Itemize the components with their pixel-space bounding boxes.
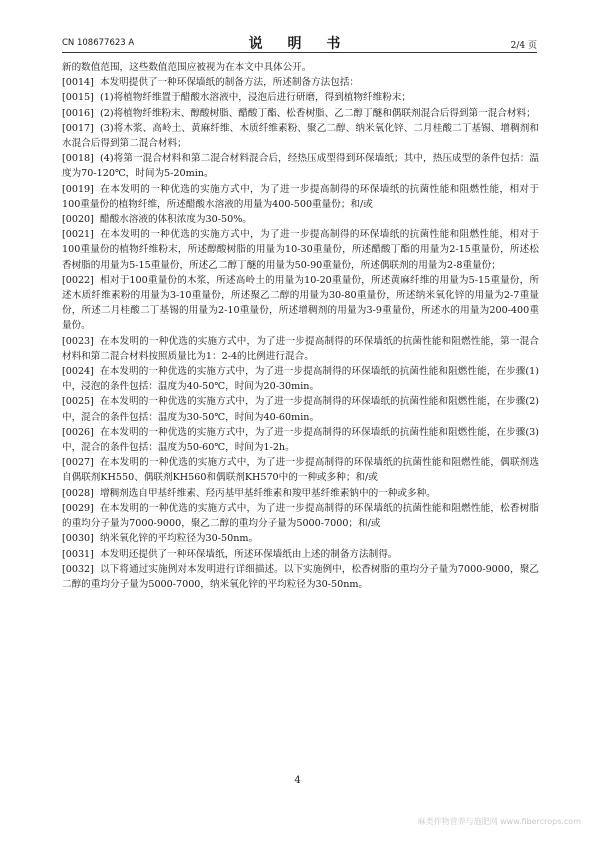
paragraph-text: 在本发明的一种优选的实施方式中，为了进一步提高制得的环保墙纸的抗菌性能和阻燃性能，相对于100重量份的植物纤维，所述醋酸水溶液的用量为400-500重量份；和/或 bbox=[62, 183, 539, 210]
paragraph bbox=[62, 425, 539, 455]
paragraph bbox=[62, 501, 539, 531]
paragraph bbox=[62, 151, 539, 181]
paragraph-number: [0027] bbox=[62, 457, 94, 469]
paragraph-number: [0024] bbox=[62, 366, 94, 378]
paragraph bbox=[62, 273, 539, 334]
paragraph-number: [0020] bbox=[62, 214, 94, 226]
paragraph-number: [0031] bbox=[62, 548, 94, 560]
paragraph-text: 增稠剂选自甲基纤维素、羟丙基甲基纤维素和羧甲基纤维素钠中的一种或多种。 bbox=[100, 487, 436, 499]
paragraph-number: [0021] bbox=[62, 229, 94, 241]
paragraph-number: [0018] bbox=[62, 153, 94, 165]
paragraph bbox=[62, 394, 539, 424]
paragraph bbox=[62, 364, 539, 394]
paragraph-number: [0025] bbox=[62, 396, 94, 408]
paragraph-text: 醋酸水溶液的体积浓度为30-50%。 bbox=[100, 214, 252, 226]
paragraph bbox=[62, 75, 539, 90]
publication-number: CN 108677623 A bbox=[62, 38, 135, 48]
paragraph-number: [0022] bbox=[62, 274, 94, 286]
paragraph-text: 本发明提供了一种环保墙纸的制备方法，所述制备方法包括： bbox=[100, 77, 360, 89]
paragraph-text: (4)将第一混合材料和第二混合材料混合后，经热压成型得到环保墙纸；其中，热压成型的条件包括：温度为70-120℃，时间为5-20min。 bbox=[62, 153, 539, 180]
paragraph bbox=[62, 182, 539, 212]
paragraph-number: [0032] bbox=[62, 563, 94, 575]
paragraph-number: [0015] bbox=[62, 92, 94, 104]
paragraph-text: (1)将植物纤维置于醋酸水溶液中，浸泡后进行研磨，得到植物纤维粉末； bbox=[100, 92, 411, 104]
paragraph-number: [0030] bbox=[62, 533, 94, 545]
paragraph bbox=[62, 106, 539, 121]
paragraph bbox=[62, 562, 539, 592]
paragraph-number: [0028] bbox=[62, 487, 94, 499]
intro-line: 新的数值范围，这些数值范围应被视为在本文中具体公开。 bbox=[62, 62, 312, 73]
paragraph-text: 在本发明的一种优选的实施方式中，为了进一步提高制得的环保墙纸的抗菌性能和阻燃性能，在步骤(1)中，浸泡的条件包括：温度为40-50℃，时间为20-30min。 bbox=[62, 366, 539, 393]
paragraph-number: [0014] bbox=[62, 77, 94, 89]
paragraph-text: 以下将通过实施例对本发明进行详细描述。以下实施例中，松香树脂的重均分子量为7000-9000，聚乙二醇的重均分子量为5000-7000，纳米氧化锌的平均粒径为30-50nm。 bbox=[62, 563, 539, 590]
paragraph-text: 相对于100重量份的木浆，所述高岭土的用量为10-20重量份，所述黄麻纤维的用量为5-15重量份，所述木质纤维素粉的用量为3-10重量份，所述聚乙二醇的用量为30-80重量份，所述纳米氧化锌的用量为2-7重量份，所述二月桂酸二丁基锡的用量为2-10重量份，所述增稠剂的用量为3-9重量份，所述水的用量为200-400重量份。 bbox=[62, 274, 539, 332]
paragraph-number: [0029] bbox=[62, 502, 94, 514]
paragraph bbox=[62, 531, 539, 546]
paragraph bbox=[62, 90, 539, 105]
watermark: 麻类作物营养与施肥网 www.fibercrops.com bbox=[417, 817, 581, 826]
paragraph bbox=[62, 334, 539, 364]
paragraph bbox=[62, 547, 539, 562]
paragraph-text: 纳米氧化锌的平均粒径为30-50nm。 bbox=[100, 533, 259, 545]
paragraph bbox=[62, 212, 539, 227]
page-count: 2/4 页 bbox=[510, 41, 537, 51]
paragraph-text: 本发明还提供了一种环保墙纸，所述环保墙纸由上述的制备方法制得。 bbox=[100, 548, 398, 560]
paragraph-number: [0019] bbox=[62, 183, 94, 195]
paragraph-number: [0026] bbox=[62, 426, 94, 438]
paragraph bbox=[62, 455, 539, 485]
page-header bbox=[62, 34, 537, 53]
paragraph-text: 在本发明的一种优选的实施方式中，为了进一步提高制得的环保墙纸的抗菌性能和阻燃性能，第一混合材料和第二混合材料按照质量比为1：2-4的比例进行混合。 bbox=[62, 335, 539, 362]
paragraph-text: 在本发明的一种优选的实施方式中，为了进一步提高制得的环保墙纸的抗菌性能和阻燃性能，偶联剂选自偶联剂KH550、偶联剂KH560和偶联剂KH570中的一种或多种；和/或 bbox=[62, 457, 539, 484]
paragraph-text: 在本发明的一种优选的实施方式中，为了进一步提高制得的环保墙纸的抗菌性能和阻燃性能，在步骤(3)中，混合的条件包括：温度为50-60℃，时间为1-2h。 bbox=[62, 426, 539, 454]
document-title: 说 明 书 bbox=[248, 36, 351, 52]
paragraph bbox=[62, 486, 539, 501]
paragraph-text: 在本发明的一种优选的实施方式中，为了进一步提高制得的环保墙纸的抗菌性能和阻燃性能，松香树脂的重均分子量为7000-9000，聚乙二醇的重均分子量为5000-7000；和/或 bbox=[62, 502, 539, 530]
paragraph-text: (3)将木浆、高岭土、黄麻纤维、木质纤维素粉、聚乙二醇、纳米氧化锌、二月桂酸二丁基锡、增稠剂和水混合后得到第二混合材料； bbox=[62, 122, 539, 150]
paragraph-text: 在本发明的一种优选的实施方式中，为了进一步提高制得的环保墙纸的抗菌性能和阻燃性能，相对于100重量份的植物纤维粉末，所述醇酸树脂的用量为10-30重量份，所述醋酸丁酯的用量为2-15重量份，所述松香树脂的用量为5-15重量份，所述乙二醇丁醚的用量为50-90重量份，所述偶联剂的用量为2-8重量份； bbox=[62, 229, 539, 271]
paragraph-number: [0016] bbox=[62, 107, 94, 119]
paragraph bbox=[62, 227, 539, 273]
description-body bbox=[62, 60, 539, 592]
paragraph-number: [0017] bbox=[62, 122, 94, 134]
paragraph bbox=[62, 121, 539, 151]
paragraph-text: (2)将植物纤维粉末、醇酸树脂、醋酸丁酯、松香树脂、乙二醇丁醚和偶联剂混合后得到第一混合材料； bbox=[100, 107, 536, 119]
paragraph-number: [0023] bbox=[62, 335, 94, 347]
page-number: 4 bbox=[294, 775, 301, 786]
paragraph-text: 在本发明的一种优选的实施方式中，为了进一步提高制得的环保墙纸的抗菌性能和阻燃性能，在步骤(2)中，混合的条件包括：温度为30-50℃，时间为40-60min。 bbox=[62, 396, 539, 423]
